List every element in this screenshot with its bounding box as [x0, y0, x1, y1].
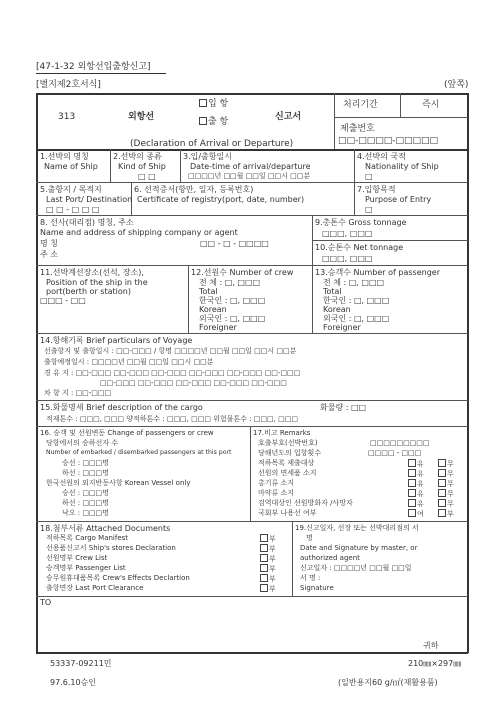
crew-foreign-field[interactable]: 외국인 : □, □□□: [199, 314, 266, 323]
remarks-manifest-label: 적하목록 제출대상: [258, 459, 315, 467]
voyage-via-field-2[interactable]: □□-□□□ □□-□□□ □□-□□□ □□-□□□ □□-□□□: [100, 379, 287, 387]
footer-code: 53337-09211민: [50, 659, 112, 668]
purpose-field[interactable]: □: [365, 205, 373, 214]
declaration-label-2: 명: [306, 534, 313, 542]
remarks-dutyfree-yes[interactable]: 유: [408, 469, 424, 478]
voyage-scheduled-field[interactable]: 출항예정일시 : □□□□년 □□월 □□일 □□시 □□분: [44, 358, 214, 366]
attach-passenger-list-copies[interactable]: 부: [260, 564, 276, 573]
agent-label: 8. 선사(대리점) 명칭, 주소: [40, 218, 134, 227]
remarks-firearms-label: 총기류 소지: [258, 479, 295, 487]
checkbox-icon[interactable]: [408, 489, 416, 497]
remarks-narcotics-label: 마약류 소지: [258, 489, 295, 497]
korean-vessel-label: 한국선원의 외지반동사항 Korean Vessel only: [46, 479, 191, 487]
last-port-label: 5.출항지 / 목적지: [40, 185, 102, 194]
remarks-quarantine-yes[interactable]: 유: [408, 499, 424, 508]
attach-stores-declaration-copies[interactable]: 부: [260, 544, 276, 553]
departure-checkbox[interactable]: [199, 117, 207, 125]
crew-korean-label-en: Korean: [199, 305, 227, 314]
arrival-datetime-field[interactable]: □□□□년 □□월 □□일 □□시 □□분: [188, 172, 311, 180]
remarks-firearms-no[interactable]: 무: [438, 479, 454, 488]
remarks-narcotics-no[interactable]: 무: [438, 489, 454, 498]
option-arrival[interactable]: 입 항: [199, 99, 228, 109]
remarks-dutyfree-label: 선원의 면세품 소지: [258, 469, 317, 477]
form-number: [47-1-32 외항선입출항신고]: [36, 62, 151, 72]
submission-number-value[interactable]: □□-□□□□-□□□□□: [338, 136, 439, 146]
checkbox-icon[interactable]: [408, 499, 416, 507]
agent-label-en: Name and address of shipping company or agent: [40, 228, 238, 237]
checkbox-icon[interactable]: [260, 574, 268, 582]
checkbox-icon[interactable]: [438, 509, 446, 517]
passenger-total-field[interactable]: 전 체 : □, □□□: [323, 278, 385, 287]
passenger-korean-label-en: Korean: [323, 305, 351, 314]
checkbox-icon[interactable]: [408, 509, 416, 517]
processing-period-label: 처리기간: [343, 100, 378, 110]
disembarked-field[interactable]: 하선 : □□□명: [62, 469, 109, 477]
nationality-field[interactable]: □: [365, 172, 373, 181]
checkbox-icon[interactable]: [408, 469, 416, 477]
voyage-last-port-field[interactable]: 선출항지 및 출항일시 : □□-□□□ / 항명 □□□□년 □□월 □□일 □□시 □□분: [44, 347, 297, 355]
crew-foreign-label-en: Foreigner: [199, 323, 237, 332]
remarks-firearms-yes[interactable]: 유: [408, 479, 424, 488]
attach-passenger-list: 승객명부 Passenger List: [46, 564, 126, 572]
remarks-entries-label: 당해년도의 입항횟수: [258, 449, 322, 457]
declaration-date-field[interactable]: 신고일자 : □□□□년 □□월 □□일: [300, 564, 412, 572]
remarks-label: 17.비고 Remarks: [253, 429, 311, 437]
nationality-label-en: Nationality of Ship: [365, 162, 439, 171]
attach-port-clearance-copies[interactable]: 부: [260, 584, 276, 593]
berth-label-en-1: Position of the ship in the: [46, 278, 148, 287]
voyage-label: 14.항해기록 Brief particulars of Voyage: [40, 336, 193, 345]
changes-port-label: 당항에서의 승하선자 수: [46, 439, 119, 447]
attach-cargo-manifest: 적하목록 Cargo Manifest: [46, 534, 129, 542]
passenger-foreign-label-en: Foreigner: [323, 323, 361, 332]
passenger-label: 13.승객수 Number of passenger: [315, 268, 440, 277]
remarks-manifest-yes[interactable]: 유: [408, 459, 424, 468]
crew-label: 12.선원수 Number of crew: [191, 268, 294, 277]
checkbox-icon[interactable]: [438, 459, 446, 467]
registry-label: 6. 선적증서(항만, 일자, 등록번호): [134, 185, 254, 194]
form-code: 313: [58, 112, 76, 122]
remarks-charter-no[interactable]: 부: [438, 509, 454, 518]
option-departure[interactable]: 출 항: [199, 117, 228, 127]
frame-left: [36, 149, 38, 653]
remarks-charter-label: 국회부 나용선 여부: [258, 509, 317, 517]
changes-port-label-en: Number of embarked / disembarked passengers at this port: [46, 449, 232, 456]
remarks-quarantine-no[interactable]: 무: [438, 499, 454, 508]
declaration-label-en-1: Date and Signature by master, or: [300, 544, 418, 552]
checkbox-icon[interactable]: [260, 564, 268, 572]
ship-name-label: 1.선박의 명칭: [40, 152, 89, 161]
cargo-tonnage-field[interactable]: 적재톤수 : □□□, □□□ 양적하톤수 : □□□, □□□ 위험물톤수 : □□□, □□□: [46, 415, 298, 423]
form-number-underline: [36, 73, 166, 74]
checkbox-icon[interactable]: [260, 534, 268, 542]
page-side-label: (앞쪽): [444, 80, 469, 90]
frame-top: [36, 149, 468, 151]
checkbox-icon[interactable]: [408, 459, 416, 467]
addressee-label: 귀하: [423, 641, 439, 650]
signature-field[interactable]: 서 명 :: [300, 574, 321, 582]
remarks-narcotics-yes[interactable]: 유: [408, 489, 424, 498]
checkbox-icon[interactable]: [408, 479, 416, 487]
net-tonnage-field[interactable]: □□□, □□□: [322, 254, 373, 263]
attach-crew-list-copies[interactable]: 부: [260, 554, 276, 563]
nationality-label: 4.선박의 국적: [357, 152, 406, 161]
checkbox-icon[interactable]: [438, 499, 446, 507]
title-prefix: 외항선: [128, 112, 155, 122]
berth-label: 11.선박계선장소(선석, 장소),: [40, 268, 144, 277]
arrival-datetime-label: 3.입/출항일시: [183, 152, 232, 161]
annex-label: [별지제2호서식]: [36, 80, 101, 90]
checkbox-icon[interactable]: [438, 479, 446, 487]
berth-field[interactable]: □□□ - □□: [40, 296, 86, 305]
arrival-datetime-label-en: Date-time of arrival/departure: [190, 162, 311, 171]
gross-tonnage-label: 9.총톤수 Gross tonnage: [315, 218, 407, 227]
crew-total-label-en: Total: [199, 287, 218, 296]
passenger-korean-field[interactable]: 한국인 : □, □□□: [323, 296, 390, 305]
remarks-entries-field[interactable]: □□□□ - □□□: [368, 449, 422, 457]
net-tonnage-label: 10.순톤수 Net tonnage: [315, 243, 404, 252]
checkbox-icon[interactable]: [260, 554, 268, 562]
ship-kind-field[interactable]: □ □: [138, 172, 156, 181]
crew-korean-field[interactable]: 한국인 : □, □□□: [199, 296, 266, 305]
checkbox-icon[interactable]: [260, 584, 268, 592]
title-subtitle: (Declaration of Arrival or Departure): [130, 139, 294, 149]
cargo-label: 15.화물명세 Brief description of the cargo: [40, 403, 203, 412]
passenger-total-label-en: Total: [323, 287, 342, 296]
remarks-charter-yes[interactable]: 여: [408, 509, 424, 518]
kv-disembarked-field[interactable]: 하선 : □□□명: [62, 499, 109, 507]
title-suffix: 신고서: [275, 112, 302, 122]
gross-tonnage-field[interactable]: □□□, □□□: [322, 229, 373, 238]
declaration-label-en-2: authorized agent: [300, 554, 360, 562]
submission-number-label: 제출번호: [340, 124, 375, 134]
agent-name-field[interactable]: □□ - □ - □□□□: [200, 239, 269, 248]
attach-crew-effects-copies[interactable]: 부: [260, 574, 276, 583]
attach-port-clearance: 출항면장 Last Port Clearance: [46, 584, 144, 592]
arrival-checkbox[interactable]: [199, 99, 207, 107]
processing-period-value: 즉시: [422, 100, 440, 110]
crew-total-field[interactable]: 전 체 : □, □□□: [199, 278, 261, 287]
checkbox-icon[interactable]: [260, 544, 268, 552]
changes-label: 16. 승객 및 선원변동 Change of passengers or crew: [40, 429, 214, 437]
attach-crew-effects: 승무원휴대품목록 Crew's Effects Declartion: [46, 574, 190, 582]
remarks-quarantine-label: 검역대상인 선원방화자 /사망자: [258, 499, 353, 507]
attach-cargo-manifest-copies[interactable]: 부: [260, 534, 276, 543]
signature-label-en: Signature: [300, 584, 334, 592]
footer-paper-size: 210㎜×297㎜: [408, 659, 462, 668]
remarks-callsign-label: 호출부호(선박번호): [258, 439, 318, 447]
ship-name-label-en: Name of Ship: [44, 162, 98, 171]
declaration-label: 19.신고일자, 선장 또는 선박대리점의 서: [295, 524, 419, 532]
berth-label-en-2: port(berth or station): [46, 287, 131, 296]
ship-kind-label-en: Kind of Ship: [118, 162, 166, 171]
attach-stores-declaration: 선용품신고서 Ship's stores Declaration: [46, 544, 176, 552]
last-port-field[interactable]: □ □ - □ □ □: [46, 205, 100, 214]
attachments-label: 18.첨부서류 Attached Documents: [40, 524, 171, 533]
remarks-manifest-no[interactable]: 무: [438, 459, 454, 468]
voyage-next-port-field[interactable]: 차 항 지 : □□-□□□: [44, 389, 112, 397]
purpose-label-en: Purpose of Entry: [365, 195, 432, 204]
voyage-via-field-1[interactable]: 경 유 지 : □□-□□□ □□-□□□ □□-□□□ □□-□□□ □□-□□□ □□-□□□: [44, 369, 301, 377]
agent-address-label: 주 소: [40, 250, 58, 259]
passenger-foreign-field[interactable]: 외국인 : □, □□□: [323, 314, 390, 323]
footer-paper-spec: (일반용지60 g/㎡(재활용품): [338, 678, 438, 687]
kv-embarked-field[interactable]: 승선 : □□□명: [62, 489, 109, 497]
remarks-callsign-field[interactable]: □□□□□□□□□: [370, 439, 430, 447]
last-port-label-en: Last Port/ Destination: [46, 195, 133, 204]
kv-straggler-field[interactable]: 낙오 : □□□명: [62, 509, 109, 517]
embarked-field[interactable]: 승선 : □□□명: [62, 459, 109, 467]
attach-crew-list: 선원명부 Crew List: [46, 554, 108, 562]
registry-label-en: Certificate of registry(port, date, number): [137, 195, 305, 204]
checkbox-icon[interactable]: [438, 469, 446, 477]
cargo-volume-field[interactable]: 화물량 : □□: [320, 403, 367, 412]
footer-approval: 97.6.10승인: [50, 678, 96, 687]
purpose-label: 7.입항목적: [357, 185, 396, 194]
checkbox-icon[interactable]: [438, 489, 446, 497]
agent-name-label: 명 칭: [40, 239, 58, 248]
ship-kind-label: 2.선박의 종류: [113, 152, 162, 161]
to-label: TO: [40, 598, 52, 607]
remarks-dutyfree-no[interactable]: 무: [438, 469, 454, 478]
